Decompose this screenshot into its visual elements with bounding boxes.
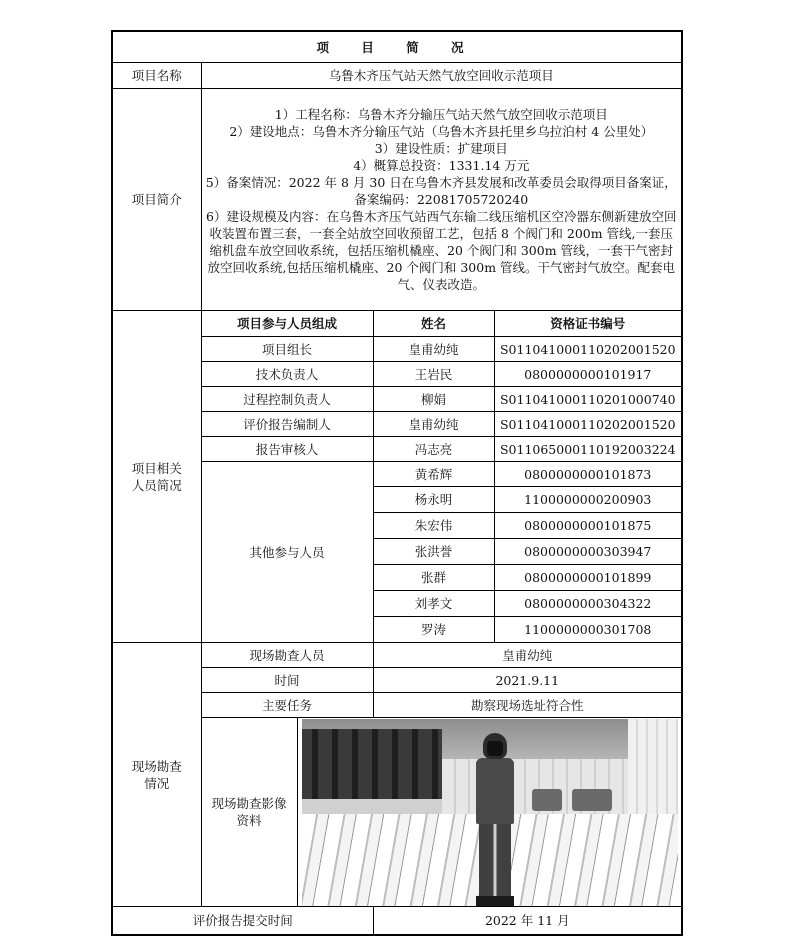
survey-image-label-text: 现场勘查影像资料 [211, 796, 287, 828]
other-name: 张群 [373, 565, 494, 591]
photo-equipment [532, 789, 562, 811]
other-cert: 0800000000101875 [494, 513, 682, 539]
intro-line: 6）建设规模及内容：在乌鲁木齐压气站西气东输二线压缩机区空冷器东侧新建放空回收装置布置三套，一套全站放空回收预留工艺，包括 8 个阀门和 200m 管线,一套压缩机盘车放空回收系统，包括压缩机橇座、20 个阀门和 300m 管线，一套干气密封放空回收系统,包括压缩机橇座、20 个阀门和 300m 管线。干气密封气放空。配套电气、仪表改造。 [206, 209, 677, 292]
personnel-cert: S011041000110202001520 [494, 337, 682, 362]
survey-row-label: 时间 [201, 668, 373, 693]
personnel-label [112, 311, 201, 643]
personnel-role: 评价报告编制人 [201, 412, 373, 437]
site-survey-photo [302, 719, 678, 906]
photo-equipment [572, 789, 612, 811]
other-cert: 0800000000303947 [494, 539, 682, 565]
personnel-name: 皇甫幼纯 [373, 337, 494, 362]
personnel-cert: S011041000110202001520 [494, 412, 682, 437]
personnel-role: 报告审核人 [201, 437, 373, 462]
personnel-role: 过程控制负责人 [201, 387, 373, 412]
project-name-value: 乌鲁木齐压气站天然气放空回收示范项目 [201, 63, 682, 89]
other-cert: 1100000000200903 [494, 487, 682, 513]
survey-label [112, 643, 201, 907]
others-label: 其他参与人员 [201, 462, 373, 643]
intro-line: 2）建设地点：乌鲁木齐分输压气站（乌鲁木齐县托里乡乌拉泊村 4 公里处） [229, 124, 654, 139]
intro-line: 3）建设性质：扩建项目 [374, 141, 508, 156]
submit-value: 2022 年 11 月 [373, 907, 682, 935]
personnel-name: 王岩民 [373, 362, 494, 387]
intro-line: 5）备案情况：2022 年 8 月 30 日在乌鲁木齐县发展和改革委员会取得项目备案证，备案编码：22081705720240 [205, 175, 677, 207]
other-cert: 0800000000101899 [494, 565, 682, 591]
photo-cooler-structure [302, 729, 442, 799]
project-name-label: 项目名称 [112, 63, 201, 89]
other-cert: 0800000000304322 [494, 591, 682, 617]
personnel-cert: S011065000110192003224 [494, 437, 682, 462]
intro-label: 项目简介 [112, 89, 201, 311]
survey-row-value: 2021.9.11 [373, 668, 682, 693]
survey-row-value: 勘察现场选址符合性 [373, 693, 682, 718]
personnel-role: 项目组长 [201, 337, 373, 362]
personnel-name: 皇甫幼纯 [373, 412, 494, 437]
personnel-name: 冯志亮 [373, 437, 494, 462]
personnel-cert: 0800000000101917 [494, 362, 682, 387]
header-name: 姓名 [373, 311, 494, 337]
intro-line: 4）概算总投资：1331.14 万元 [353, 158, 530, 173]
table-title: 项 目 简 况 [112, 31, 682, 63]
survey-row-label: 主要任务 [201, 693, 373, 718]
intro-line: 1）工程名称：乌鲁木齐分输压气站天然气放空回收示范项目 [274, 107, 608, 122]
header-cert: 资格证书编号 [494, 311, 682, 337]
personnel-role: 技术负责人 [201, 362, 373, 387]
survey-label-text: 现场勘查情况 [131, 758, 182, 791]
personnel-name: 柳娟 [373, 387, 494, 412]
survey-image-label [201, 718, 297, 907]
other-name: 张洪誉 [373, 539, 494, 565]
other-cert: 1100000000301708 [494, 617, 682, 643]
project-overview-table [111, 30, 683, 936]
submit-label: 评价报告提交时间 [112, 907, 373, 935]
survey-row-value: 皇甫幼纯 [373, 643, 682, 668]
other-name: 刘孝文 [373, 591, 494, 617]
photo-person [470, 733, 520, 906]
other-name: 黄希辉 [373, 462, 494, 487]
survey-photo-cell [297, 718, 682, 907]
survey-row-label: 现场勘查人员 [201, 643, 373, 668]
header-role: 项目参与人员组成 [201, 311, 373, 337]
other-name: 朱宏伟 [373, 513, 494, 539]
other-name: 杨永明 [373, 487, 494, 513]
personnel-label-text: 项目相关人员简况 [131, 460, 182, 493]
other-cert: 0800000000101873 [494, 462, 682, 487]
intro-content [201, 89, 682, 311]
personnel-cert: S011041000110201000740 [494, 387, 682, 412]
other-name: 罗涛 [373, 617, 494, 643]
